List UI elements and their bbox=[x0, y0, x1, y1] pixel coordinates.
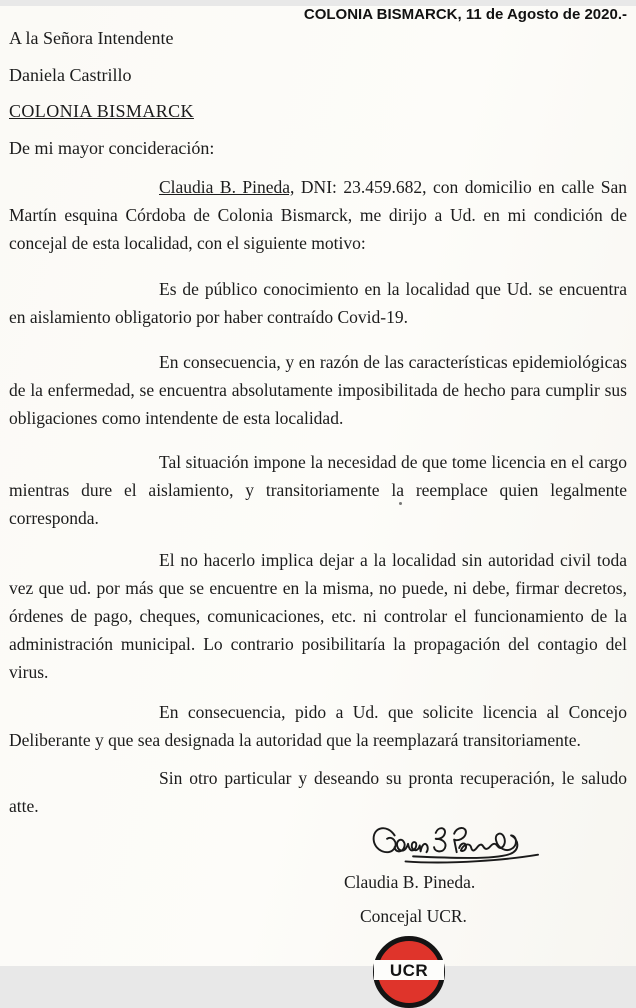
sender-name-underlined: Claudia B. Pineda, bbox=[159, 177, 295, 197]
paragraph-public-knowledge: Es de público conocimiento en la localidad que Ud. se encuentra en aislamiento obligatorio por haber contraído Covid-19. bbox=[9, 279, 627, 327]
signature-block bbox=[344, 822, 574, 926]
scan-speck bbox=[399, 502, 402, 505]
recipient-city-line: COLONIA BISMARCK bbox=[9, 101, 194, 121]
letter-document bbox=[0, 6, 636, 980]
paragraph-pedido: En consecuencia, pido a Ud. que solicite licencia al Concejo Deliberante y que sea designada la autoridad que la reemplazará transitoriamente. bbox=[9, 702, 627, 750]
ucr-logo bbox=[373, 936, 445, 1008]
ucr-logo-band bbox=[374, 960, 444, 980]
signature-title: Concejal UCR. bbox=[360, 906, 467, 926]
paragraph-epidemiology: En consecuencia, y en razón de las características epidemiológicas de la enfermedad, se encuentra absolutamente imposibilitada de hecho para cumplir sus obligaciones como intendente de esta localidad. bbox=[9, 352, 627, 428]
paragraph-closing: Sin otro particular y deseando su pronta recuperación, le saludo atte. bbox=[9, 768, 627, 816]
recipient-title-line: A la Señora Intendente bbox=[9, 28, 174, 48]
signature-name: Claudia B. Pineda. bbox=[344, 872, 476, 892]
salutation-line: De mi mayor concideración: bbox=[9, 138, 215, 158]
paragraph-introduction-text: DNI: 23.459.682, con domicilio en calle San Martín esquina Córdoba de Colonia Bismarck, me dirijo a Ud. en mi condición de concejal de esta localidad, con el siguiente motivo: bbox=[9, 177, 627, 253]
paragraph-introduction bbox=[9, 173, 627, 257]
paragraph-licencia: Tal situación impone la necesidad de que tome licencia en el cargo mientras dure el aislamiento, y transitoriamente la reemplace quien legalmente corresponda. bbox=[9, 452, 627, 528]
ucr-logo-text: UCR bbox=[389, 960, 429, 980]
signature-handwriting bbox=[350, 822, 560, 874]
date-line: COLONIA BISMARCK, 11 de Agosto de 2020.- bbox=[303, 6, 627, 23]
recipient-name-line: Daniela Castrillo bbox=[9, 65, 132, 85]
paragraph-consecuencias: El no hacerlo implica dejar a la localidad sin autoridad civil toda vez que ud. por más que se encuentre en la misma, no puede, ni debe, firmar decretos, órdenes de pago, cheques, comunicaciones, etc. ni controlar el funcionamiento de la administración municipal. Lo contrario posibilitaría la propagación del contagio del virus. bbox=[9, 550, 627, 682]
